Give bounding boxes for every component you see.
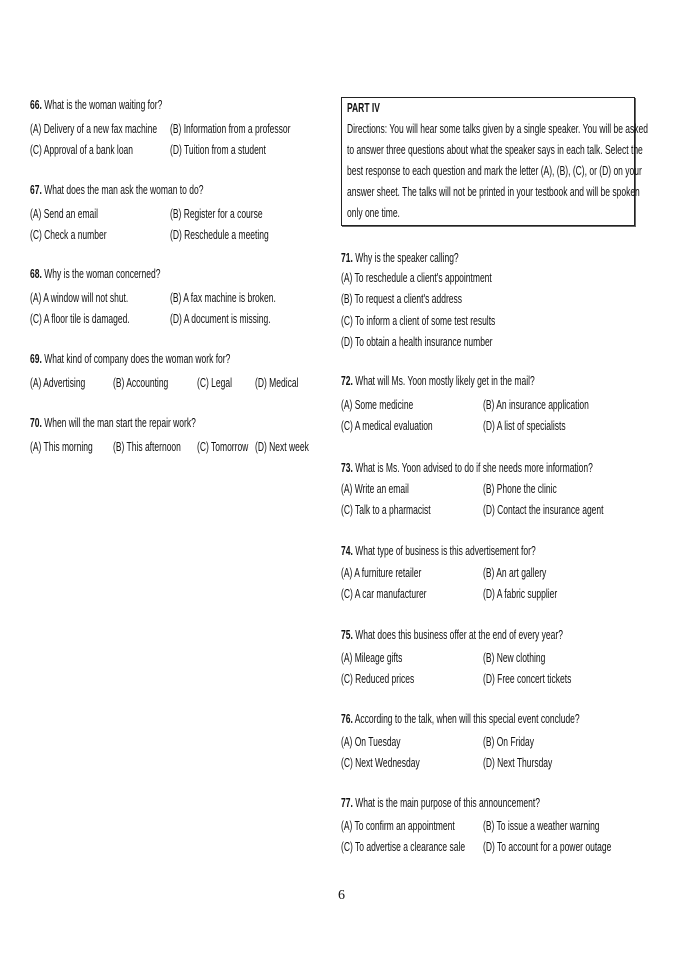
- question-stem: [341, 796, 540, 810]
- answer-option: (A) On Tuesday: [341, 735, 401, 749]
- answer-option: (A) Send an email: [30, 207, 99, 221]
- answer-option: (A) To reschedule a client's appointment: [341, 271, 492, 285]
- answer-option: (B) Accounting: [113, 376, 169, 390]
- answer-option: (A) Mileage gifts: [341, 651, 403, 665]
- question-text: What kind of company does the woman work for?: [44, 352, 231, 366]
- question-text: Why is the speaker calling?: [355, 251, 459, 265]
- answer-option: (B) New clothing: [483, 651, 546, 665]
- question-text: What will Ms. Yoon mostly likely get in the mail?: [355, 374, 535, 388]
- question-text: According to the talk, when will this special event conclude?: [354, 712, 580, 726]
- question-number: 69.: [30, 352, 42, 366]
- question-stem: [341, 461, 593, 475]
- question-number: 75.: [341, 628, 353, 642]
- question-text: What is the main purpose of this announcement?: [355, 796, 540, 810]
- answer-option: (B) This afternoon: [113, 440, 181, 454]
- answer-option: (A) A furniture retailer: [341, 566, 422, 580]
- directions-line: best response to each question and mark the letter (A), (B), (C), or (D) on your: [347, 164, 642, 178]
- answer-option: (C) Talk to a pharmacist: [341, 503, 431, 517]
- answer-option: (B) To request a client's address: [341, 292, 462, 307]
- answer-option: (C) Legal: [197, 376, 232, 390]
- answer-option: (A) Advertising: [30, 376, 86, 390]
- question-stem: [341, 712, 580, 726]
- answer-option: (B) Register for a course: [170, 207, 263, 221]
- question-number: 74.: [341, 544, 353, 558]
- answer-option: (C) A floor tile is damaged.: [30, 312, 130, 326]
- answer-option: (C) Approval of a bank loan: [30, 143, 134, 157]
- answer-option: (D) To obtain a health insurance number: [341, 334, 493, 349]
- question-number: 72.: [341, 374, 353, 388]
- answer-option: (B) A fax machine is broken.: [170, 291, 276, 305]
- answer-option: (A) To confirm an appointment: [341, 819, 455, 833]
- answer-option: (C) Tomorrow: [197, 440, 249, 454]
- question-text: What does this business offer at the end of every year?: [355, 628, 563, 642]
- answer-option: (D) Contact the insurance agent: [483, 503, 604, 517]
- question-text: What is Ms. Yoon advised to do if she needs more information?: [355, 461, 593, 475]
- answer-option: (A) Some medicine: [341, 398, 414, 412]
- question-number: 77.: [341, 796, 353, 810]
- question-stem: [341, 374, 535, 388]
- answer-option: (A) A window will not shut.: [30, 291, 129, 305]
- page-number: 6: [338, 888, 345, 903]
- question-number: 73.: [341, 461, 353, 475]
- answer-option: (B) Information from a professor: [170, 122, 291, 136]
- answer-option: (D) Medical: [255, 376, 299, 390]
- question-stem: [341, 544, 536, 558]
- directions-line: only one time.: [347, 206, 400, 220]
- question-stem: [30, 98, 162, 112]
- answer-option: (C) A car manufacturer: [341, 587, 427, 601]
- answer-option: (D) Reschedule a meeting: [170, 228, 269, 242]
- answer-option: (C) Check a number: [30, 228, 107, 242]
- question-number: 76.: [341, 712, 353, 726]
- answer-option: (A) This morning: [30, 440, 93, 454]
- answer-option: (C) Reduced prices: [341, 672, 415, 686]
- answer-option: (C) To advertise a clearance sale: [341, 840, 466, 854]
- answer-option: (D) A document is missing.: [170, 312, 271, 326]
- part-iv-directions-box: [341, 97, 648, 226]
- question-text: When will the man start the repair work?: [44, 416, 196, 430]
- question-text: What does the man ask the woman to do?: [44, 183, 204, 197]
- answer-option: (D) Tuition from a student: [170, 143, 266, 157]
- question-stem: [30, 267, 160, 281]
- question-stem: [30, 416, 196, 430]
- answer-option: (A) Delivery of a new fax machine: [30, 122, 158, 136]
- directions-line: Directions: You will hear some talks given by a single speaker. You will be asked: [347, 122, 648, 136]
- question-number: 71.: [341, 251, 353, 265]
- question-stem: [30, 183, 203, 197]
- answer-option: (B) An art gallery: [483, 566, 547, 580]
- question-number: 66.: [30, 98, 42, 112]
- question-text: What is the woman waiting for?: [44, 98, 163, 112]
- answer-option: (C) Next Wednesday: [341, 756, 420, 770]
- answer-option: (D) A fabric supplier: [483, 587, 558, 601]
- answer-option: (D) To account for a power outage: [483, 840, 612, 854]
- answer-option: (C) To inform a client of some test results: [341, 313, 496, 328]
- answer-option: (B) An insurance application: [483, 398, 589, 412]
- question-text: Why is the woman concerned?: [44, 267, 161, 281]
- answer-option: (C) A medical evaluation: [341, 419, 433, 433]
- question-stem: [341, 628, 563, 642]
- question-stem: [341, 251, 459, 265]
- answer-option: (D) Next Thursday: [483, 756, 553, 770]
- question-stem: [30, 352, 230, 366]
- answer-option: (A) Write an email: [341, 482, 409, 496]
- answer-option: (D) A list of specialists: [483, 419, 566, 433]
- answer-option: (B) On Friday: [483, 735, 535, 749]
- directions-line: to answer three questions about what the speaker says in each talk. Select the: [347, 143, 643, 157]
- question-number: 70.: [30, 416, 42, 430]
- answer-option: (D) Next week: [255, 440, 309, 454]
- part-title: PART IV: [347, 101, 380, 115]
- question-number: 68.: [30, 267, 42, 281]
- answer-option: (B) Phone the clinic: [483, 482, 557, 496]
- question-text: What type of business is this advertisement for?: [355, 544, 536, 558]
- answer-option: (D) Free concert tickets: [483, 672, 572, 686]
- directions-line: answer sheet. The talks will not be printed in your testbook and will be spoken: [347, 185, 640, 199]
- answer-option: (B) To issue a weather warning: [483, 819, 600, 833]
- question-number: 67.: [30, 183, 42, 197]
